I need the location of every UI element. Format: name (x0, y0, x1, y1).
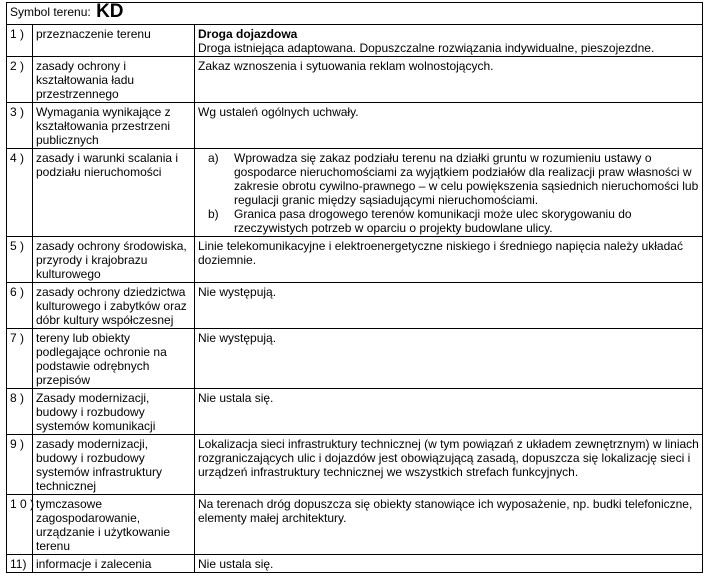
row-number: 11) (7, 555, 33, 573)
table-row (7, 25, 703, 57)
table-row (7, 495, 703, 555)
row-label: zasady ochrony dziedzictwa kulturowego i zabytków oraz dóbr kultury współczesnej (33, 283, 195, 329)
table-row (7, 283, 703, 329)
table-row (7, 329, 703, 389)
row-number: 5 ) (7, 237, 33, 283)
row-label: przeznaczenie terenu (33, 25, 195, 57)
row-number: 4 ) (7, 149, 33, 237)
row-label: zasady ochrony środowiska, przyrody i krajobrazu kulturowego (33, 237, 195, 283)
row-content: Zakaz wznoszenia i sytuowania reklam wolnostojących. (195, 57, 703, 103)
row-content: Na terenach dróg dopuszcza się obiekty stanowiące ich wyposażenie, np. budki telefoniczne, elementy małej architektury. (195, 495, 703, 555)
row-content (195, 25, 703, 57)
row-number: 1 ) (7, 25, 33, 57)
row-number: 2 ) (7, 57, 33, 103)
row-content: Nie ustala się. (195, 389, 703, 435)
row-number: 8 ) (7, 389, 33, 435)
row-number: 9 ) (7, 435, 33, 495)
table-row (7, 237, 703, 283)
row-title: Droga dojazdowa (198, 27, 298, 41)
list-item-mark: b) (208, 207, 219, 221)
document-sheet (6, 2, 703, 573)
symbol-code: KD (96, 1, 124, 22)
row-label: informacje i zalecenia (33, 555, 195, 573)
row-number: 6 ) (7, 283, 33, 329)
list-item-text: Wprowadza się zakaz podziału terenu na działki gruntu w rozumieniu ustawy o gospodarce nieruchomościami za wyjątkiem podziałów dla realizacji praw własności w zakresie obrotu cywilno-prawnego – w celu powiększenia sąsiednich nieruchomości lub regulacji granic między sąsiadującymi nieruchomościami. (234, 151, 699, 207)
row-number: 7 ) (7, 329, 33, 389)
row-content: Nie ustala się. (195, 555, 703, 573)
row-content: Lokalizacja sieci infrastruktury technicznej (w tym powiązań z układem zewnętrznym) w liniach rozgraniczających ulic i dojazdów jest obowiązującą zasadą, dopuszcza się lokalizację sieci i urządzeń infrastruktury technicznej we wszystkich strefach funkcyjnych. (195, 435, 703, 495)
list-item-text: Granica pasa drogowego terenów komunikacji może ulec skorygowaniu do rzeczywistych potrzeb w oparciu o projekty budowlane ulicy. (234, 207, 632, 235)
row-content: Nie występują. (195, 329, 703, 389)
row-label: tymczasowe zagospodarowanie, urządzanie i użytkowanie terenu (33, 495, 195, 555)
row-content: Nie występują. (195, 283, 703, 329)
row-text: Droga istniejąca adaptowana. Dopuszczalne rozwiązania indywidualne, pieszojezdne. (198, 41, 655, 55)
header-row (7, 3, 703, 25)
table-row (7, 555, 703, 573)
list-item (198, 207, 699, 235)
lettered-list (198, 151, 699, 235)
row-number: 1 0 ) (7, 495, 33, 555)
row-label: Wymagania wynikające z kształtowania przestrzeni publicznych (33, 103, 195, 149)
row-number: 3 ) (7, 103, 33, 149)
row-content (195, 149, 703, 237)
row-label: tereny lub obiekty podlegające ochronie na podstawie odrębnych przepisów (33, 329, 195, 389)
row-label: Zasady modernizacji, budowy i rozbudowy systemów komunikacji (33, 389, 195, 435)
table-row (7, 103, 703, 149)
table-row (7, 389, 703, 435)
symbol-label: Symbol terenu: (10, 5, 91, 19)
row-label: zasady i warunki scalania i podziału nieruchomości (33, 149, 195, 237)
symbol-cell (7, 3, 703, 25)
table-row (7, 435, 703, 495)
list-item (198, 151, 699, 207)
zoning-table (6, 2, 703, 573)
list-item-mark: a) (208, 151, 219, 165)
table-row (7, 149, 703, 237)
row-content: Wg ustaleń ogólnych uchwały. (195, 103, 703, 149)
row-label: zasady ochrony i kształtowania ładu przestrzennego (33, 57, 195, 103)
table-row (7, 57, 703, 103)
row-content: Linie telekomunikacyjne i elektroenergetyczne niskiego i średniego napięcia należy układać doziemnie. (195, 237, 703, 283)
row-label: zasady modernizacji, budowy i rozbudowy systemów infrastruktury technicznej (33, 435, 195, 495)
